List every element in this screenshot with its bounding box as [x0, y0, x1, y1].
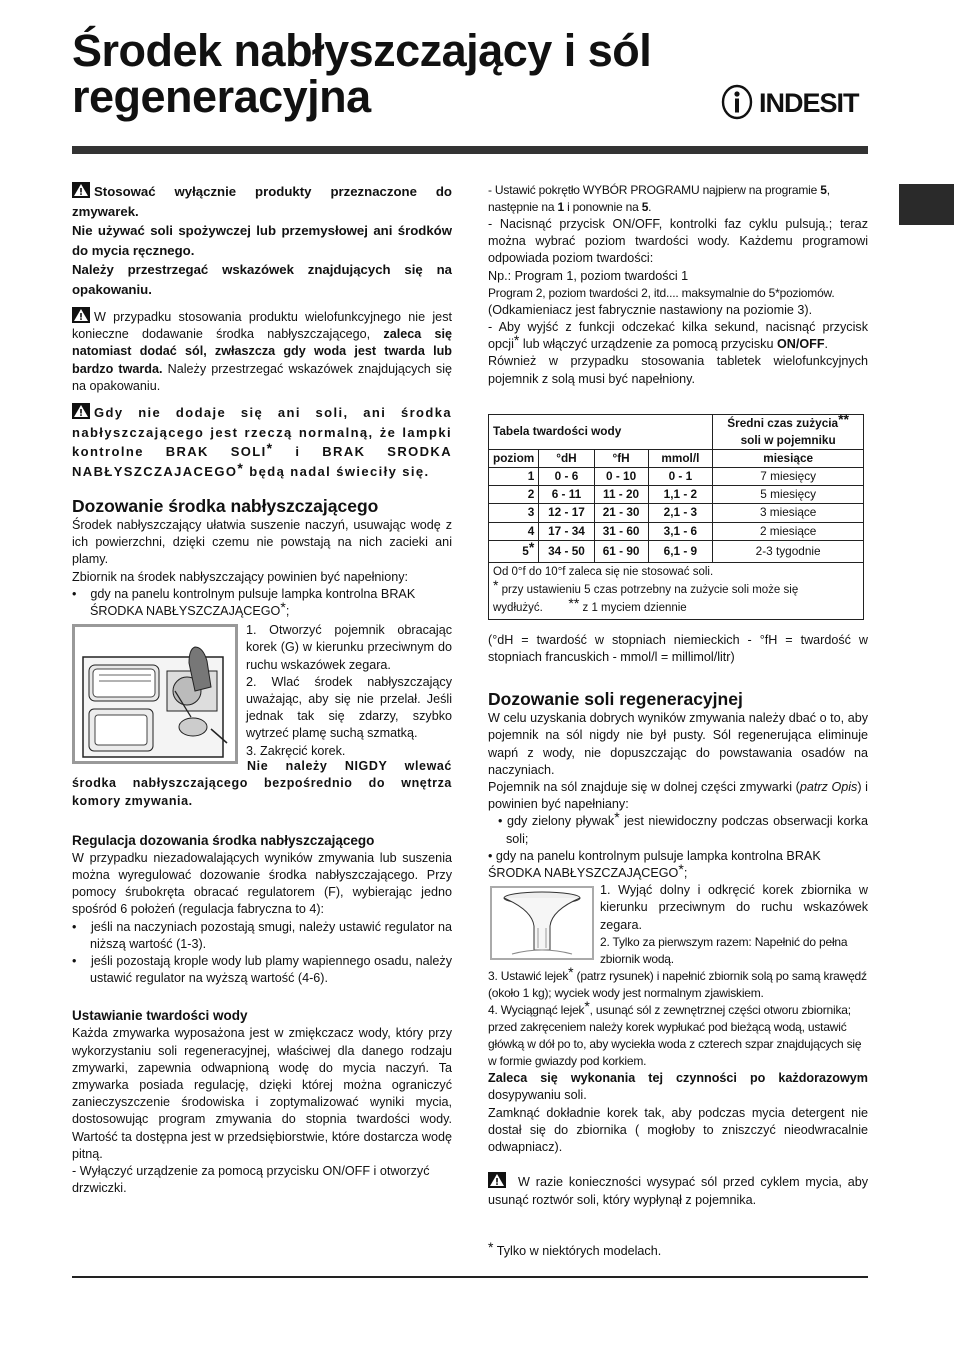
warning-icon — [72, 403, 90, 419]
salt-bullet-1: • gdy zielony pływak* jest niewidoczny podczas obserwacji korka soli; — [498, 809, 868, 846]
factory-setting: (Odkamieniacz jest fabrycznie nastawiony na poziomie 3). — [488, 302, 813, 317]
info-logo-icon — [719, 84, 755, 120]
salt-bullet-2: • gdy na panelu kontrolnym pulsuje lampka kontrolna BRAK ŚRODKA NABŁYSZCZAJĄCEGO*; — [488, 848, 821, 881]
rinse-aid-dispenser-figure — [72, 624, 238, 764]
table-row: 1 0 - 6 0 - 10 0 - 1 7 miesięcy — [489, 468, 864, 486]
water-hardness-table — [488, 410, 864, 620]
rinse-aid-fill: Zbiornik na środek nabłyszczający powinien być napełniony: — [72, 569, 409, 584]
table-avg-header: Średni czas zużycia** soli w pojemniku — [713, 414, 864, 449]
page-title: Środek nabłyszczający i sól regeneracyjna — [72, 25, 652, 122]
heading-rinse-adjust: Regulacja dozowania środka nabłyszczającego — [72, 832, 375, 848]
salt-recommend: Zaleca się wykonania tej czynności po każdorazowym dosypywaniu soli. — [488, 1071, 868, 1103]
table-col-header: °dH — [539, 449, 594, 467]
program-step-2: - Nacisnąć przycisk ON/OFF, kontrolki faz cyklu pulsują.; teraz można wybrać poziom twardości wody. Każdemu programowi odpowiada poziom twardości: — [488, 217, 868, 266]
table-col-header: mmol/l — [648, 449, 713, 467]
funnel-illustration-icon — [492, 888, 592, 958]
salt-step-4: 4. Wyciągnąć lejek*, usunąć sól z zewnętrznej części otworu zbiornika; przed zakręceniem należy korek wypłukać pod bieżącą wodą, ustawić główką w dół po to, aby wyciekła woda z czterech szpar znajdujących się w formie gwiazdy pod korkiem. — [488, 998, 862, 1069]
salt-warning: W razie konieczności wysypać sól przed cyklem mycia, aby usunąć roztwór soli, który wypłynął z pojemnika. — [488, 1172, 868, 1208]
warning-1: Stosować wyłącznie produkty przeznaczone do zmywarek. Nie używać soli spożywczej lub przemysłowej ani środków do mycia ręcznego. Należy przestrzegać wskazówek znajdujących się na opakowaniu. — [72, 184, 452, 297]
brand-name: INDESIT — [759, 88, 859, 118]
table-title: Tabela twardości wody — [489, 414, 713, 449]
warning-icon — [488, 1172, 506, 1188]
table-col-header: °fH — [594, 449, 648, 467]
rinse-step-3: 3. Zakręcić korek. — [246, 743, 346, 758]
table-row: 2 6 - 11 11 - 20 1,1 - 2 5 miesięcy — [489, 486, 864, 504]
warning-icon — [72, 182, 90, 198]
units-legend: (°dH = twardość w stopniach niemieckich - °fH = twardość w stopniach francuskich - mmol/l = millimol/litr) — [488, 632, 868, 665]
rinse-adjust-bullet-1: • jeśli na naczyniach pozostają smugi, należy ustawić regulator na niższą wartość (1-3). — [72, 919, 452, 951]
warning-3: Gdy nie dodaje się ani soli, ani środka nabłyszczającego jest rzeczą normalną, że lampki kontrolne BRAK SOLI* i BRAK SRODKA NABŁYSZCZAJACEGO* będą nadal świeciły się. — [72, 405, 453, 479]
section-tab — [899, 184, 954, 225]
heading-water-hardness: Ustawianie twardości wody — [72, 1008, 248, 1024]
rinse-adjust-text: W przypadku niezadowalających wyników zmywania lub suszenia można wyregulować dozowanie środka nabłyszczającego. Przy pomocy śrubokręta obracać regulatorem (F), wybierając jedno spośród 6 położeń (regulacja fabryczna to 4): — [72, 850, 452, 917]
exit-function: - Aby wyjść z funkcji odczekać kilka sekund, nacisnąć przycisk opcji* lub włączyć urządzenie za pomocą przycisku ON/OFF. — [488, 320, 868, 352]
water-hardness-step: - Wyłączyć urządzenie za pomocą przycisku ON/OFF i otworzyć drzwiczki. — [72, 1164, 430, 1196]
table-row: 4 17 - 34 31 - 60 3,1 - 6 2 miesiące — [489, 522, 864, 540]
salt-step-2: 2. Tylko za pierwszym razem: Napełnić do pełna zbiornik wodą. — [600, 934, 848, 966]
right-column — [488, 182, 868, 1260]
warning-2: W przypadku stosowania produktu wielofunkcyjnego nie jest konieczne dodawanie środka nabłyszczającego, zaleca się natomiast dodać sól, zwłaszcza gdy woda jest twarda lub bardzo twarda. Należy przestrzegać wskazówek znajdujących się na opakowaniu. — [72, 307, 452, 395]
table-notes: Od 0°f do 10°f zaleca się nie stosować soli. * przy ustawieniu 5 czas potrzebny na zużycie soli może się wydłużyć. ** z 1 myciem dziennie — [489, 562, 864, 619]
salt-intro: W celu uzyskania dobrych wyników zmywania należy dbać o to, aby pojemnik na sól nigdy nie był pusty. Sól regenerująca eliminuje wapń z wody, nie dopuszczając do powstawania osadów na naczyniach. — [488, 711, 868, 777]
salt-step-3: 3. Ustawić lejek* (patrz rysunek) i napełnić zbiornik solą po samą krawędź (około 1 kg); wyciek wody jest normalnym zjawiskiem. — [488, 964, 867, 1001]
multi-tablets-note: Również w przypadku stosowania tabletek wielofunkcyjnych pojemnik z solą musi być napełniony. — [488, 354, 868, 386]
footnote-models: * Tylko w niektórych modelach. — [488, 1238, 662, 1258]
program-levels: Program 2, poziom twardości 2, itd.... maksymalnie do 5*poziomów. — [488, 285, 835, 300]
salt-step-1: 1. Wyjąć dolny i odkręcić korek zbiornika w kierunku przeciwnym do ruchu wskazówek zegara. — [600, 883, 868, 932]
program-step-1: - Ustawić pokrętło WYBÓR PROGRAMU najpierw na programie 5, następnie na 1 i ponownie na 5. — [488, 183, 830, 214]
salt-steps — [600, 882, 868, 968]
dispenser-illustration-icon — [75, 627, 235, 761]
rinse-aid-bullet: • gdy na panelu kontrolnym pulsuje lampka kontrolna BRAK ŚRODKA NABŁYSZCZAJĄCEGO*; — [72, 586, 416, 619]
table-notes-row — [489, 562, 864, 619]
left-column — [72, 182, 452, 1198]
heading-salt: Dozowanie soli regeneracyjnej — [488, 689, 743, 710]
table-title-row — [489, 414, 864, 449]
brand-logo — [719, 84, 869, 124]
program-example: Np.: Program 1, poziom twardości 1 — [488, 268, 689, 283]
salt-funnel-figure — [490, 886, 594, 960]
salt-location: Pojemnik na sól znajduje się w dolnej części zmywarki (patrz Opis) i powinien być napełniany: — [488, 780, 868, 812]
rinse-aid-never: Nie należy NIGDY wlewać środka nabłyszczającego bezpośrednio do wnętrza komory zmywania. — [72, 759, 452, 808]
heading-rinse-aid: Dozowanie środka nabłyszczającego — [72, 496, 379, 517]
rinse-step-2: 2. Wlać środek nabłyszczający uważając, aby się nie przelał. Jeśli jednak tak się zdarzy, szybko wytrzeć plamę suchą szmatką. — [246, 674, 452, 741]
rinse-aid-steps-block — [72, 622, 452, 762]
warning-icon — [72, 307, 90, 323]
table-col-header: poziom — [489, 449, 539, 467]
header-rule — [72, 146, 868, 154]
table-row: 3 12 - 17 21 - 30 2,1 - 3 3 miesiące — [489, 504, 864, 522]
water-hardness-text: Każda zmywarka wyposażona jest w zmiękczacz wody, który przy wykorzystaniu soli regeneracyjnej, właściwej dla danego rodzaju zmywarki, zapewnia odwapnioną wodę do mycia naczyń. Ta zmywarka posiada regulację, dzięki której można ograniczyć zanieczyszczenie środowiska i zoptymalizować wyniki mycia, dostosowując program zmywania do stopnia twardości wody. Wartość ta dostępna jest w przedsiębiorstwie, które dostarcza wodę pitną. — [72, 1026, 452, 1161]
table-header-row — [489, 449, 864, 467]
table-col-header: miesiące — [713, 449, 864, 467]
rinse-step-1: 1. Otworzyć pojemnik obracając korek (G) w kierunku przeciwnym do ruchu wskazówek zegara. — [246, 623, 452, 672]
rinse-adjust-bullet-2: • jeśli pozostają krople wody lub plamy wapiennego osadu, należy ustawić regulator na wyższą wartość (4-6). — [72, 954, 453, 986]
rinse-aid-steps — [246, 622, 452, 760]
table-row: 5* 34 - 50 61 - 90 6,1 - 9 2-3 tygodnie — [489, 540, 864, 562]
salt-steps-block — [488, 882, 868, 968]
salt-close-cap: Zamknąć dokładnie korek tak, aby podczas mycia detergent nie dostał się do zbiornika ( mogłoby to zniszczyć nieodwracalnie odwapniacz). — [488, 1105, 868, 1155]
rinse-aid-intro: Środek nabłyszczający ułatwia suszenie naczyń, usuwając wodę z ich powierzchni, dzięki czemu nie powstają na nich zacieki ani plamy. — [72, 518, 452, 567]
footer-rule — [72, 1276, 868, 1278]
